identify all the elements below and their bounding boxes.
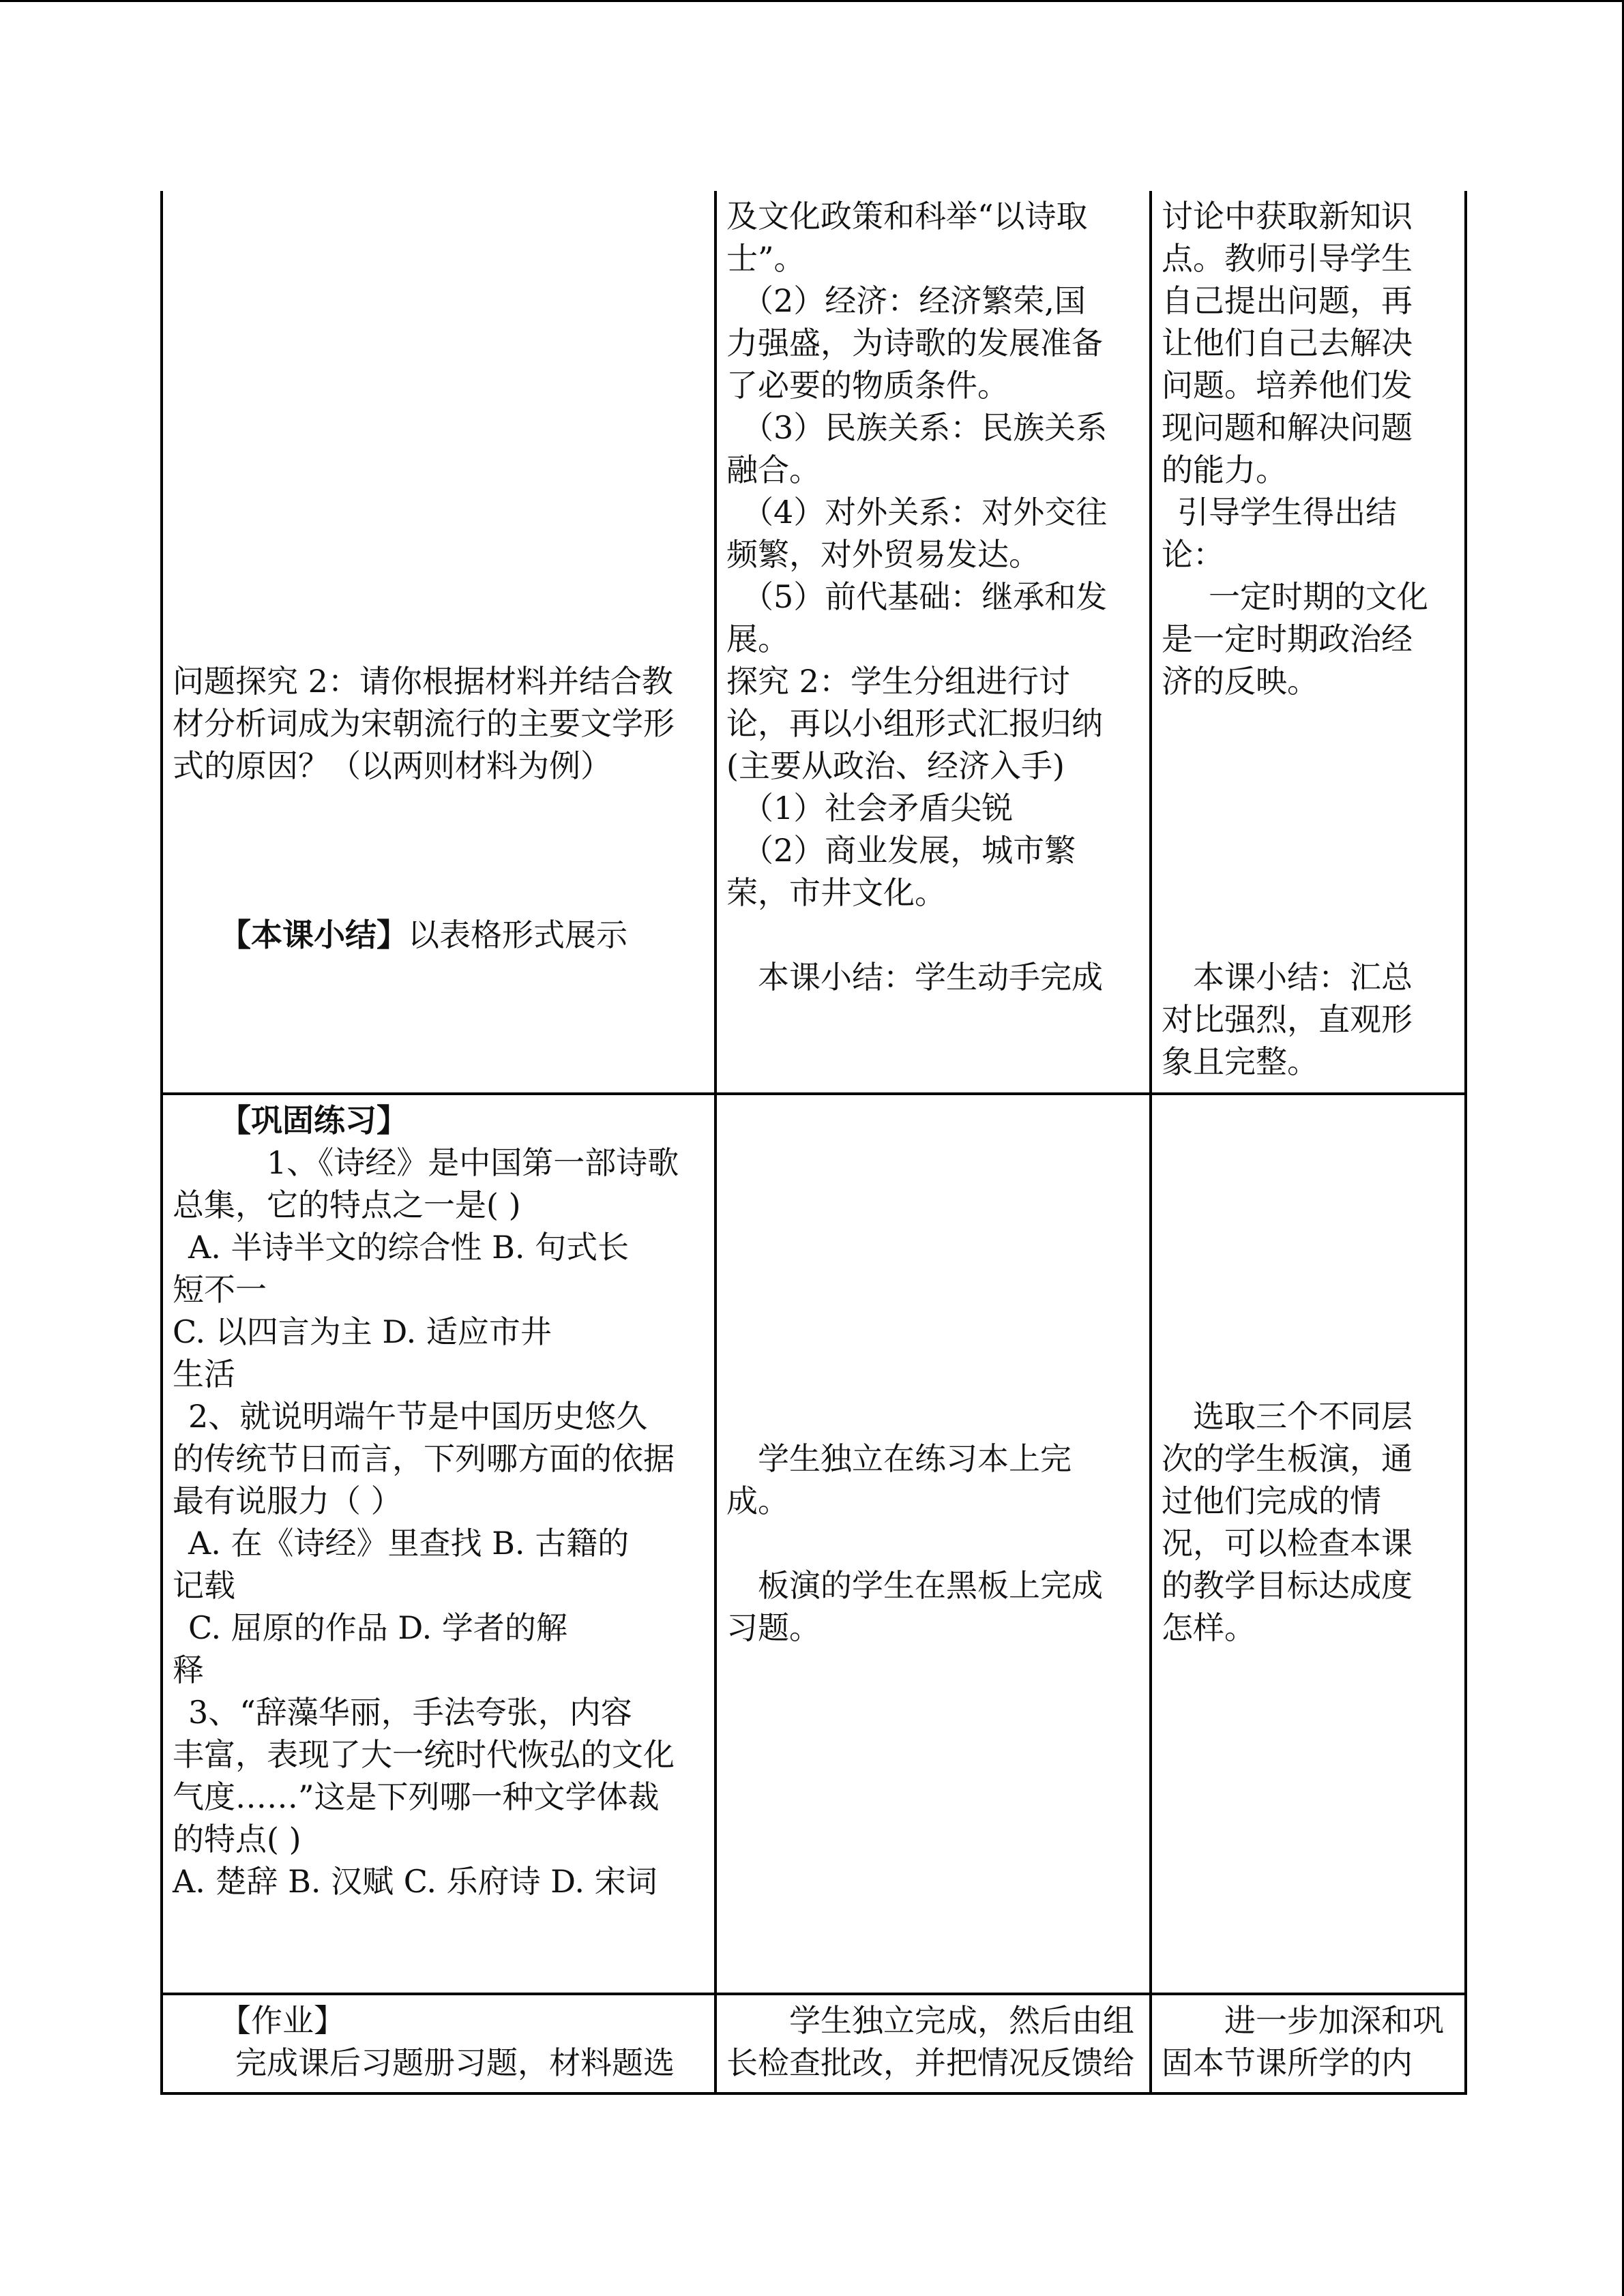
exercise-line: C. 屈原的作品 D. 学者的解 [188, 1609, 567, 1646]
design-intent-line: 况，可以检查本课 [1162, 1525, 1413, 1562]
row1-teacher-activity-cell [162, 191, 715, 1094]
student-activity-line: 频繁，对外贸易发达。 [726, 536, 1040, 573]
table-row [162, 1094, 1466, 1994]
student-activity-line: 成。 [726, 1482, 789, 1519]
exercise-line: 总集，它的特点之一是( ) [173, 1187, 521, 1223]
student-activity-line: 学生独立完成，然后由组 [789, 2002, 1134, 2039]
question2-line: 式的原因？（以两则材料为例） [173, 747, 612, 784]
exercise-line: 短不一 [173, 1271, 267, 1308]
design-intent-line: 是一定时期政治经 [1162, 621, 1413, 657]
design-intent-line: 现问题和解决问题 [1162, 409, 1413, 446]
row2-design-intent-cell [1151, 1094, 1466, 1994]
student-activity-line: 士”。 [726, 240, 806, 277]
design-summary-line: 本课小结：汇总 [1193, 959, 1413, 996]
row2-student-activity-cell [715, 1094, 1151, 1994]
row2-exercise-cell [162, 1094, 715, 1994]
design-intent-line: 次的学生板演，通 [1162, 1440, 1413, 1477]
student-activity-line: 力强盛，为诗歌的发展准备 [726, 325, 1103, 361]
lesson-plan-table [160, 191, 1467, 2095]
student-activity-line: （4）对外关系：对外交往 [742, 494, 1108, 531]
row3-homework-cell [162, 1994, 715, 2093]
exercise-line: A. 半诗半文的综合性 B. 句式长 [188, 1229, 630, 1266]
exercise-line: 的传统节日而言，下列哪方面的依据 [173, 1440, 675, 1477]
design-intent-line: 选取三个不同层 [1193, 1398, 1413, 1435]
exercise-line: 丰富，表现了大一统时代恢弘的文化 [173, 1736, 675, 1773]
design-intent-line: 自己提出问题，再 [1162, 282, 1413, 319]
student-activity-line: 及文化政策和科举“以诗取 [726, 198, 1088, 235]
design-intent-line: 讨论中获取新知识 [1162, 198, 1413, 235]
design-intent-line: 让他们自己去解决 [1162, 325, 1413, 361]
student-activity-line: 板演的学生在黑板上完成 [758, 1567, 1103, 1604]
page-top-border [0, 0, 1624, 2]
student-activity-line: 了必要的物质条件。 [726, 367, 1009, 404]
exercise-line: 最有说服力（ ） [173, 1482, 402, 1519]
student-activity-line: 融合。 [726, 451, 821, 488]
summary-line [173, 914, 707, 956]
question2-line: 材分析词成为宋朝流行的主要文学形 [173, 705, 675, 742]
table-row [162, 191, 1466, 1094]
design-intent-line: 一定时期的文化 [1209, 578, 1428, 615]
design-intent-line: 点。教师引导学生 [1162, 240, 1413, 277]
exercise-heading: 【巩固练习】 [220, 1102, 408, 1139]
student-activity-line: 论，再以小组形式汇报归纳 [726, 705, 1103, 742]
exercise-line: A. 在《诗经》里查找 B. 古籍的 [188, 1525, 630, 1562]
student-activity-line: （1）社会矛盾尖锐 [742, 790, 1014, 826]
student-activity-line: 长检查批改，并把情况反馈给 [726, 2044, 1134, 2081]
homework-text: 完成课后习题册习题，材料题选 [235, 2044, 675, 2081]
design-intent-line: 固本节课所学的内 [1162, 2044, 1413, 2081]
exercise-line: C. 以四言为主 D. 适应市井 [173, 1313, 552, 1350]
student-activity-line: （2）商业发展，城市繁 [742, 832, 1076, 869]
student-activity-line: (主要从政治、经济入手) [726, 747, 1065, 784]
exercise-line: 1、《诗经》是中国第一部诗歌 [267, 1144, 679, 1181]
student-activity-line: 展。 [726, 621, 789, 657]
student-activity-line: （2）经济：经济繁荣,国 [742, 282, 1086, 319]
student-activity-line: （5）前代基础：继承和发 [742, 578, 1108, 615]
design-intent-line: 问题。培养他们发 [1162, 367, 1413, 404]
summary-heading: 【本课小结】 [220, 916, 408, 953]
design-intent-line: 引导学生得出结 [1177, 494, 1397, 531]
student-activity-line: 探究 2：学生分组进行讨 [726, 663, 1070, 700]
student-activity-line: 学生独立在练习本上完 [758, 1440, 1072, 1477]
design-intent-line: 济的反映。 [1162, 663, 1318, 700]
exercise-line: 3、“辞藻华丽，手法夸张，内容 [188, 1694, 632, 1731]
exercise-line: 释 [173, 1652, 204, 1688]
exercise-line: 记载 [173, 1567, 235, 1604]
homework-heading: 【作业】 [220, 2002, 345, 2039]
design-intent-line: 的教学目标达成度 [1162, 1567, 1413, 1604]
design-intent-line: 进一步加深和巩 [1224, 2002, 1444, 2039]
row1-student-activity-cell [715, 191, 1151, 1094]
table-row [162, 1994, 1466, 2093]
design-summary-line: 象且完整。 [1162, 1043, 1318, 1080]
student-activity-line: 习题。 [726, 1609, 821, 1646]
exercise-line: A. 楚辞 B. 汉赋 C. 乐府诗 D. 宋词 [173, 1863, 658, 1900]
row1-design-intent-cell [1151, 191, 1466, 1094]
exercise-line: 2、就说明端午节是中国历史悠久 [188, 1398, 648, 1435]
design-intent-line: 的能力。 [1162, 451, 1287, 488]
summary-text: 以表格形式展示 [408, 916, 628, 953]
student-summary-line: 本课小结：学生动手完成 [758, 959, 1103, 996]
student-activity-line: （3）民族关系：民族关系 [742, 409, 1108, 446]
exercise-line: 生活 [173, 1356, 235, 1392]
design-intent-line: 怎样。 [1162, 1609, 1256, 1646]
exercise-line: 气度……”这是下列哪一种文学体裁 [173, 1778, 660, 1815]
design-intent-line: 论： [1162, 536, 1224, 573]
question2-line: 问题探究 2：请你根据材料并结合教 [173, 663, 673, 700]
row3-design-intent-cell [1151, 1994, 1466, 2093]
row3-student-activity-cell [715, 1994, 1151, 2093]
exercise-line: 的特点( ) [173, 1821, 301, 1858]
design-intent-line: 过他们完成的情 [1162, 1482, 1381, 1519]
design-summary-line: 对比强烈，直观形 [1162, 1001, 1413, 1038]
student-activity-line: 荣，市井文化。 [726, 874, 946, 911]
